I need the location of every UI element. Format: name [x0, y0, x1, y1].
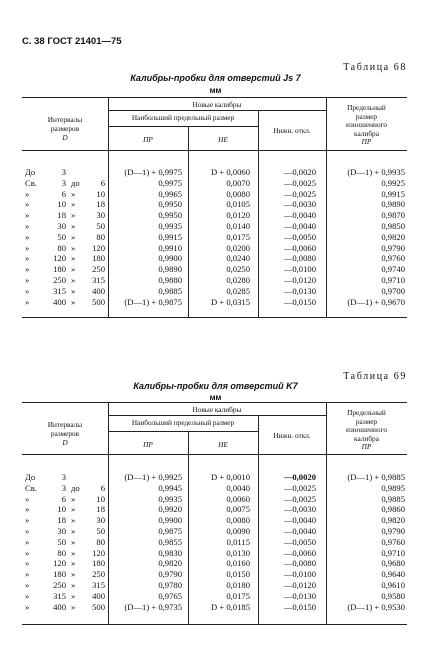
row-lower-dev: —0,0150	[283, 601, 316, 612]
header-worn-limit: ПР	[361, 137, 372, 146]
row-interval-word: »	[71, 231, 76, 242]
row-interval-from: 80	[57, 242, 66, 253]
row-worn-value: 0,9790	[381, 526, 405, 536]
header-worn-limit: калибра	[354, 128, 379, 138]
row-worn-value: 0,9890	[381, 199, 405, 210]
row-lower-dev: —0,0025	[283, 177, 316, 188]
row-interval-to: 80	[96, 536, 105, 547]
row-worn-value: 0,9760	[381, 536, 405, 547]
row-interval-word: »	[71, 580, 76, 590]
row-interval-prefix: »	[25, 515, 30, 526]
row-lower-dev: —0,0040	[283, 526, 316, 536]
row-pr-value: (D—1) + 0,9875	[124, 296, 182, 307]
header-lower-dev: Нижн. откл.	[273, 126, 311, 135]
row-ne-value: 0,0080	[226, 515, 250, 526]
row-interval-prefix: »	[25, 199, 30, 210]
row-pr-value: 0,9900	[158, 253, 182, 264]
row-ne-value: D + 0,0060	[211, 167, 250, 177]
row-ne-value: 0,0200	[226, 242, 250, 253]
row-interval-word: до	[71, 177, 80, 188]
header-bottom-rule	[22, 150, 407, 151]
header-new-gauges: Новые калибры	[192, 100, 242, 109]
row-interval-to: 120	[92, 547, 105, 558]
row-pr-value: 0,9915	[158, 231, 182, 242]
row-ne-value: 0,0175	[226, 590, 250, 601]
row-interval-from: 3	[61, 167, 66, 177]
row-ne-value: 0,0040	[226, 482, 250, 493]
row-interval-to: 120	[92, 242, 105, 253]
row-interval-to: 30	[96, 210, 105, 221]
row-pr-value: 0,9765	[158, 590, 182, 601]
row-pr-value: 0,9920	[158, 504, 182, 515]
row-ne-value: 0,0180	[226, 580, 250, 590]
row-worn-value: 0,9820	[381, 515, 405, 526]
row-ne-value: 0,0090	[226, 526, 250, 536]
header-ne: НЕ	[218, 440, 228, 449]
row-interval-prefix: »	[25, 231, 30, 242]
row-interval-from: 6	[61, 493, 66, 504]
row-pr-value: 0,9780	[158, 580, 182, 590]
row-lower-dev: —0,0040	[283, 210, 316, 221]
header-rule-max	[108, 126, 258, 127]
row-interval-word: »	[71, 515, 76, 526]
row-lower-dev: —0,0120	[283, 580, 316, 590]
row-ne-value: 0,0280	[226, 275, 250, 285]
header-worn-limit: изношенного	[345, 120, 388, 129]
row-pr-value: (D—1) + 0,9925	[124, 472, 182, 482]
row-lower-dev: —0,0060	[283, 242, 316, 253]
row-interval-word: »	[71, 526, 76, 536]
row-interval-word: »	[71, 221, 76, 231]
row-worn-value: 0,9740	[381, 264, 405, 275]
row-ne-value: 0,0120	[226, 210, 250, 221]
row-interval-prefix: »	[25, 264, 30, 275]
row-interval-from: 18	[57, 210, 66, 221]
header-rule-new	[108, 415, 326, 416]
row-pr-value: (D—1) + 0,9735	[124, 601, 182, 612]
row-interval-from: 50	[57, 536, 66, 547]
header-rule-new	[108, 110, 326, 111]
row-interval-prefix: »	[25, 296, 30, 307]
row-interval-prefix: До	[25, 472, 36, 482]
table-number: Таблица 69	[343, 371, 407, 382]
row-worn-value: 0,9885	[381, 493, 405, 504]
row-pr-value: 0,9885	[158, 285, 182, 296]
header-bottom-rule	[22, 454, 407, 455]
header-worn-limit: ПР	[361, 442, 372, 451]
table-number: Таблица 68	[343, 62, 407, 73]
header-ne: НЕ	[218, 135, 228, 144]
row-interval-prefix: »	[25, 188, 30, 199]
row-interval-to: 80	[96, 231, 105, 242]
row-interval-prefix: »	[25, 536, 30, 547]
row-lower-dev: —0,0060	[283, 547, 316, 558]
row-interval-from: 50	[57, 231, 66, 242]
row-worn-value: 0,9710	[381, 275, 405, 285]
row-interval-from: 10	[57, 199, 66, 210]
row-interval-prefix: »	[25, 253, 30, 264]
row-interval-to: 180	[92, 253, 105, 264]
row-interval-word: до	[71, 482, 80, 493]
row-worn-value: 0,9680	[381, 558, 405, 569]
row-interval-to: 10	[96, 493, 105, 504]
row-interval-from: 400	[53, 601, 66, 612]
row-interval-from: 30	[57, 526, 66, 536]
row-interval-word: »	[71, 210, 76, 221]
header-rule-max	[108, 431, 258, 432]
row-lower-dev: —0,0025	[283, 188, 316, 199]
row-interval-prefix: До	[25, 167, 36, 177]
row-interval-from: 3	[61, 177, 66, 188]
row-lower-dev: —0,0025	[283, 482, 316, 493]
row-interval-from: 3	[61, 482, 66, 493]
row-worn-value: 0,9895	[381, 482, 405, 493]
row-worn-value: 0,9700	[381, 285, 405, 296]
header-worn-limit: Предельный	[347, 408, 386, 417]
row-pr-value: 0,9830	[158, 547, 182, 558]
row-ne-value: D + 0,0185	[211, 601, 250, 612]
row-interval-prefix: »	[25, 493, 30, 504]
row-ne-value: 0,0160	[226, 558, 250, 569]
row-interval-prefix: »	[25, 569, 30, 580]
row-ne-value: 0,0150	[226, 569, 250, 580]
row-interval-word: »	[71, 199, 76, 210]
header-pr: ПР	[143, 440, 153, 449]
row-interval-from: 120	[53, 253, 66, 264]
row-pr-value: 0,9880	[158, 275, 182, 285]
row-ne-value: D + 0,0010	[211, 472, 250, 482]
row-lower-dev: —0,0050	[283, 231, 316, 242]
row-interval-from: 120	[53, 558, 66, 569]
row-pr-value: 0,9875	[158, 526, 182, 536]
header-pr: ПР	[143, 135, 153, 144]
row-lower-dev: —0,0040	[283, 221, 316, 231]
row-lower-dev: —0,0100	[283, 569, 316, 580]
header-intervals: размеров	[50, 124, 80, 133]
row-pr-value: 0,9790	[158, 569, 182, 580]
table-bottom-rule	[22, 624, 407, 625]
row-interval-word: »	[71, 590, 76, 601]
row-lower-dev: —0,0030	[283, 504, 316, 515]
row-interval-from: 250	[53, 275, 66, 285]
row-ne-value: 0,0175	[226, 231, 250, 242]
row-pr-value: 0,9910	[158, 242, 182, 253]
row-interval-from: 180	[53, 569, 66, 580]
row-interval-to: 6	[100, 482, 105, 493]
table-unit: мм	[209, 393, 222, 402]
header-worn-limit: изношенного	[345, 425, 388, 434]
row-worn-value: 0,9870	[381, 210, 405, 221]
row-interval-word: »	[71, 569, 76, 580]
row-lower-dev: —0,0040	[283, 515, 316, 526]
table-unit: мм	[209, 86, 222, 95]
row-interval-word: »	[71, 264, 76, 275]
header-intervals: Интервалы	[47, 420, 83, 429]
header-intervals: D	[62, 438, 68, 447]
row-lower-dev: —0,0020	[283, 472, 316, 482]
row-interval-word: »	[71, 296, 76, 307]
row-worn-value: 0,9850	[381, 221, 405, 231]
row-worn-value: 0,9925	[381, 177, 405, 188]
table-top-rule	[22, 97, 407, 98]
row-interval-word: »	[71, 601, 76, 612]
row-interval-prefix: »	[25, 526, 30, 536]
row-worn-value: (D—1) + 0,9885	[347, 472, 405, 482]
row-lower-dev: —0,0025	[283, 493, 316, 504]
row-ne-value: 0,0240	[226, 253, 250, 264]
header-worn-limit: калибра	[354, 433, 379, 443]
row-interval-from: 6	[61, 188, 66, 199]
header-intervals: размеров	[50, 429, 80, 438]
row-interval-word: »	[71, 253, 76, 264]
row-interval-to: 18	[96, 199, 105, 210]
row-worn-value: 0,9820	[381, 231, 405, 242]
row-ne-value: 0,0075	[226, 504, 250, 515]
row-pr-value: 0,9965	[158, 188, 182, 199]
row-interval-to: 6	[100, 177, 105, 188]
row-pr-value: 0,9935	[158, 221, 182, 231]
row-worn-value: 0,9860	[381, 504, 405, 515]
row-ne-value: 0,0080	[226, 188, 250, 199]
row-pr-value: 0,9820	[158, 558, 182, 569]
row-interval-to: 10	[96, 188, 105, 199]
row-worn-value: (D—1) + 0,9935	[347, 167, 405, 177]
header-worn-limit: Предельный	[347, 103, 386, 112]
row-ne-value: 0,0070	[226, 177, 250, 188]
header-max-size: Наибольший предельный размер	[131, 113, 235, 122]
row-worn-value: 0,9915	[381, 188, 405, 199]
row-interval-to: 400	[92, 285, 105, 296]
row-interval-from: 250	[53, 580, 66, 590]
row-interval-to: 50	[96, 221, 105, 231]
row-interval-to: 50	[96, 526, 105, 536]
row-interval-from: 80	[57, 547, 66, 558]
row-interval-word: »	[71, 558, 76, 569]
row-interval-word: »	[71, 188, 76, 199]
row-interval-prefix: »	[25, 547, 30, 558]
row-interval-word: »	[71, 504, 76, 515]
row-interval-to: 30	[96, 515, 105, 526]
row-interval-prefix: »	[25, 210, 30, 221]
table-title: Калибры-пробки для отверстий K7	[133, 381, 298, 391]
row-lower-dev: —0,0100	[283, 264, 316, 275]
header-max-size: Наибольший предельный размер	[131, 418, 235, 427]
row-worn-value: 0,9710	[381, 547, 405, 558]
row-pr-value: (D—1) + 0,9975	[124, 167, 182, 177]
row-lower-dev: —0,0020	[283, 167, 316, 177]
row-lower-dev: —0,0120	[283, 275, 316, 285]
row-pr-value: 0,9935	[158, 493, 182, 504]
row-interval-to: 250	[92, 569, 105, 580]
row-interval-from: 18	[57, 515, 66, 526]
row-lower-dev: —0,0130	[283, 590, 316, 601]
row-interval-to: 180	[92, 558, 105, 569]
row-interval-to: 18	[96, 504, 105, 515]
row-interval-prefix: »	[25, 504, 30, 515]
row-lower-dev: —0,0080	[283, 253, 316, 264]
row-interval-prefix: Св.	[25, 177, 37, 188]
row-interval-prefix: »	[25, 285, 30, 296]
row-interval-prefix: »	[25, 275, 30, 285]
header-worn-limit: размер	[355, 111, 378, 121]
row-interval-from: 3	[61, 472, 66, 482]
header-new-gauges: Новые калибры	[192, 405, 242, 414]
row-ne-value: 0,0105	[226, 199, 250, 210]
row-pr-value: 0,9855	[158, 536, 182, 547]
row-interval-prefix: »	[25, 580, 30, 590]
row-interval-prefix: »	[25, 558, 30, 569]
row-pr-value: 0,9975	[158, 177, 182, 188]
page-header: С. 38 ГОСТ 21401—75	[22, 36, 122, 47]
row-ne-value: 0,0130	[226, 547, 250, 558]
row-interval-to: 400	[92, 590, 105, 601]
row-interval-from: 315	[53, 590, 66, 601]
row-interval-to: 250	[92, 264, 105, 275]
row-interval-from: 315	[53, 285, 66, 296]
row-worn-value: (D—1) + 0,9670	[347, 296, 405, 307]
row-interval-prefix: »	[25, 601, 30, 612]
row-lower-dev: —0,0030	[283, 199, 316, 210]
row-interval-word: »	[71, 547, 76, 558]
header-worn-limit: размер	[355, 416, 378, 426]
header-lower-dev: Нижн. откл.	[273, 431, 311, 440]
table-top-rule	[22, 402, 407, 403]
row-pr-value: 0,9945	[158, 482, 182, 493]
row-worn-value: (D—1) + 0,9530	[347, 601, 405, 612]
row-interval-word: »	[71, 493, 76, 504]
row-pr-value: 0,9900	[158, 515, 182, 526]
table-bottom-rule	[22, 317, 407, 318]
row-interval-to: 315	[92, 275, 105, 285]
table-title: Калибры-пробки для отверстий Js 7	[130, 73, 301, 83]
row-ne-value: D + 0,0315	[211, 296, 250, 307]
row-interval-word: »	[71, 275, 76, 285]
row-lower-dev: —0,0050	[283, 536, 316, 547]
row-worn-value: 0,9760	[381, 253, 405, 264]
row-pr-value: 0,9890	[158, 264, 182, 275]
row-interval-to: 315	[92, 580, 105, 590]
row-pr-value: 0,9950	[158, 210, 182, 221]
row-interval-to: 500	[92, 601, 105, 612]
row-interval-to: 500	[92, 296, 105, 307]
row-lower-dev: —0,0080	[283, 558, 316, 569]
row-interval-prefix: »	[25, 590, 30, 601]
row-ne-value: 0,0285	[226, 285, 250, 296]
row-interval-from: 10	[57, 504, 66, 515]
row-interval-from: 30	[57, 221, 66, 231]
row-interval-prefix: Св.	[25, 482, 37, 493]
row-pr-value: 0,9950	[158, 199, 182, 210]
header-intervals: Интервалы	[47, 115, 83, 124]
row-worn-value: 0,9610	[381, 580, 405, 590]
row-interval-from: 400	[53, 296, 66, 307]
row-interval-from: 180	[53, 264, 66, 275]
row-lower-dev: —0,0130	[283, 285, 316, 296]
row-ne-value: 0,0060	[226, 493, 250, 504]
row-ne-value: 0,0140	[226, 221, 250, 231]
row-interval-word: »	[71, 242, 76, 253]
row-worn-value: 0,9790	[381, 242, 405, 253]
row-lower-dev: —0,0150	[283, 296, 316, 307]
row-interval-word: »	[71, 285, 76, 296]
row-ne-value: 0,0115	[226, 536, 250, 547]
row-interval-word: »	[71, 536, 76, 547]
row-worn-value: 0,9580	[381, 590, 405, 601]
row-worn-value: 0,9640	[381, 569, 405, 580]
header-intervals: D	[62, 133, 68, 142]
row-interval-prefix: »	[25, 221, 30, 231]
row-ne-value: 0,0250	[226, 264, 250, 275]
row-interval-prefix: »	[25, 242, 30, 253]
